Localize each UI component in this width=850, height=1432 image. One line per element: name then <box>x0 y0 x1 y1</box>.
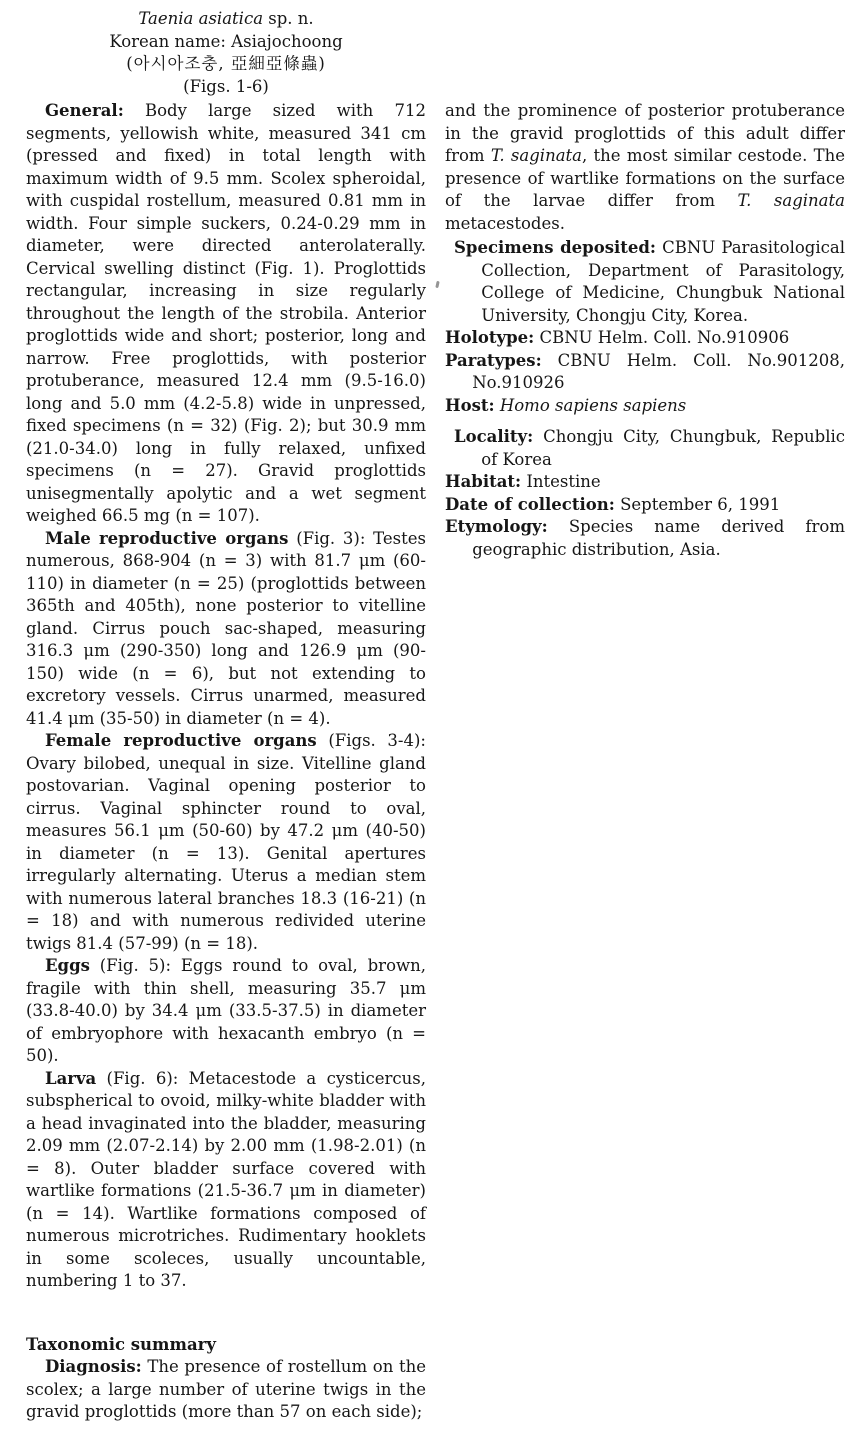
section-male-reproductive-organs <box>26 528 426 731</box>
two-column-layout <box>26 8 845 1424</box>
species-name-italic: Taenia asiatica <box>138 9 264 28</box>
field-paratypes-label: Paratypes: <box>445 350 542 370</box>
field-etymology-value: Species name derived from geographic distribution, Asia. <box>472 517 845 559</box>
field-host-label: Host: <box>445 395 495 415</box>
field-locality-label: Locality: <box>454 427 534 446</box>
field-locality <box>454 426 845 471</box>
species-title-block <box>26 8 426 98</box>
field-host <box>445 395 845 418</box>
field-locality-value: Chongju City, Chungbuk, Republic of Korea <box>481 427 845 469</box>
right-column <box>445 100 845 1424</box>
species-name-suffix: sp. n. <box>263 9 314 28</box>
section-male-label: Male reproductive organs <box>44 528 289 548</box>
field-paratypes <box>445 350 845 395</box>
section-eggs-text: (Fig. 5): Eggs round to oval, brown, fragile with thin shell, measuring 35.7 μm (33.8-40.0) by 34.4 μm (33.5-37.5) in diameter of embryophore with hexacanth embryo (n = 50). <box>26 956 426 1065</box>
section-general-text: Body large sized with 712 segments, yellowish white, measured 341 cm (pressed and fixed) in total length with maximum width of 9.5 mm. Scolex spheroidal, with cuspidal rostellum, measured 0.81 mm in width. Four simple suckers, 0.24-0.29 mm in diameter, were directed anterolaterally. Cervical swelling distinct (Fig. 1). Proglottids rectangular, increasing in size regularly throughout the length of the strobila. Anterior proglottids wide and short; posterior, long and narrow. Free proglottids, with posterior protuberance, measured 12.4 mm (9.5-16.0) long and 5.0 mm (4.2-5.8) wide in unpressed, fixed specimens (n = 32) (Fig. 2); but 30.9 mm (21.0-34.0) long in fully relaxed, unfixed specimens (n = 27). Gravid proglottids unisegmentally apolytic and a wet segment weighed 66.5 mg (n = 107). <box>26 101 426 525</box>
field-specimens-deposited-value: CBNU Parasitological Collection, Department of Parasitology, College of Medicine, Chungbuk National University, Chongju City, Korea. <box>481 238 845 325</box>
figures-reference-line: (Figs. 1-6) <box>183 76 269 96</box>
diagnosis-continuation-text: and the prominence of posterior protuberance in the gravid proglottids of this adult differ from T. saginata, the most similar cestode. The presence of wartlike formations on the surface of the larvae differ from T. saginata metacestodes. <box>445 101 845 233</box>
section-diagnosis-text: The presence of rostellum on the scolex; a large number of uterine twigs in the gravid proglottids (more than 57 on each side); <box>26 1357 427 1421</box>
section-general-label: General: <box>44 101 124 120</box>
field-holotype-value: CBNU Helm. Coll. No.910906 <box>539 328 790 347</box>
section-larva <box>26 1068 426 1293</box>
field-holotype <box>445 327 845 350</box>
type-data-fields <box>445 237 845 561</box>
section-eggs <box>26 955 426 1068</box>
species-name-line <box>26 8 426 31</box>
section-general <box>26 100 426 528</box>
section-larva-text: (Fig. 6): Metacestode a cysticercus, subspherical to ovoid, milky-white bladder with a head invaginated into the bladder, measuring 2.09 mm (2.07-2.14) by 2.00 mm (1.98-2.01) (n = 8). Outer bladder surface covered with wartlike formations (21.5-36.7 μm in diameter) (n = 14). Wartlike formations composed of numerous microtriches. Rudimentary hooklets in some scoleces, usually uncountable, numbering 1 to 37. <box>26 1068 426 1290</box>
field-etymology <box>445 516 845 561</box>
field-specimens-deposited <box>454 237 845 327</box>
field-paratypes-value: CBNU Helm. Coll. No.901208, No.910926 <box>472 350 845 392</box>
section-larva-label: Larva <box>44 1068 97 1088</box>
korean-characters-line: (아시아조충, 亞細亞條蟲) <box>126 54 326 73</box>
field-habitat-value: Intestine <box>526 472 601 491</box>
section-female-text: (Figs. 3-4): Ovary bilobed, unequal in size. Vitelline gland postovarian. Vaginal opening posterior to cirrus. Vaginal sphincter round to oval, measures 56.1 μm (50-60) by 47.2 μm (40-50) in diameter (n = 13). Genital apertures irregularly alternating. Uterus a median stem with numerous lateral branches 18.3 (16-21) (n = 18) and with numerous redivided uterine twigs 81.4 (57-99) (n = 18). <box>26 731 426 953</box>
section-eggs-label: Eggs <box>44 956 90 975</box>
section-diagnosis-label: Diagnosis: <box>44 1357 142 1376</box>
field-habitat <box>445 471 845 494</box>
left-column <box>26 8 426 1424</box>
field-holotype-label: Holotype: <box>445 328 535 347</box>
taxonomic-summary-heading: Taxonomic summary <box>26 1334 216 1354</box>
section-female-label: Female reproductive organs <box>44 731 317 750</box>
field-specimens-deposited-label: Specimens deposited: <box>454 238 657 257</box>
field-habitat-label: Habitat: <box>445 472 522 491</box>
field-etymology-label: Etymology: <box>445 517 548 536</box>
field-host-value: Homo sapiens sapiens <box>499 395 687 415</box>
korean-name-line: Korean name: Asiajochoong <box>109 31 343 51</box>
field-date-of-collection <box>445 494 845 517</box>
field-date-of-collection-label: Date of collection: <box>445 494 615 514</box>
section-female-reproductive-organs <box>26 730 426 955</box>
section-diagnosis <box>26 1356 426 1424</box>
section-male-text: (Fig. 3): Testes numerous, 868-904 (n = 3) with 81.7 μm (60-110) in diameter (n = 25) (proglottids between 365th and 405th), none posterior to vitelline gland. Cirrus pouch sac-shaped, measuring 316.3 μm (290-350) long and 126.9 μm (90-150) wide (n = 6), but not extending to excretory vessels. Cirrus unarmed, measured 41.4 μm (35-50) in diameter (n = 4). <box>26 528 426 728</box>
field-date-of-collection-value: September 6, 1991 <box>620 494 781 514</box>
